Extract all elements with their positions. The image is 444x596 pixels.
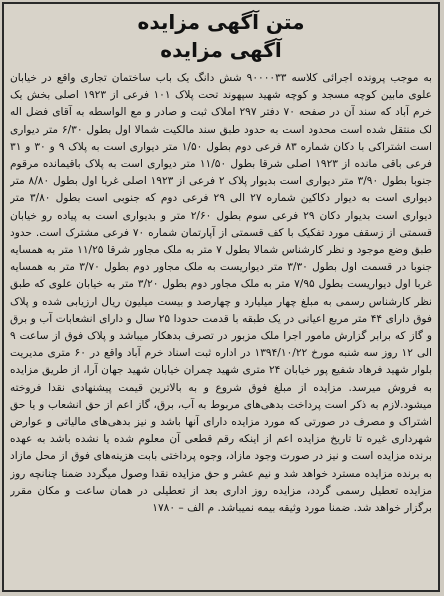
notice-title: متن آگهی مزایده: [137, 10, 305, 34]
notice-body: به موجب پرونده اجرائی کلاسه ۹۰۰۰۰۳۳ شش دانگ یک باب ساختمان تجاری واقع در خیابان علوی مابین کوچه مسجد و کوچه شهید سپهوند تحت پلاک ۱۰۱ فرعی از ۱۹۲۳ اصلی بخش یک خرم آباد که سند آن در صفحه ۷۰ دفتر ۲۹۷ املاک ثبت و صادر و مع الواسطه به آقای فضل اله لک منتقل شده است محدود است به حدود طبق سند مالکیت شمالا اول بطول ۶/۳۰ متر دیواری است اشتراکی با دکان شماره ۸۳ فرعی دوم بطول ۱/۵۰ متر دیواری است به پلاک ۹ و ۳۰ و ۳۱ فرعی باقی مانده از ۱۹۲۳ اصلی شرقا بطول ۱۱/۵۰ متر دیواری است به پلاک باقیمانده مرقوم جنوبا بطول ۳/۹۰ متر دیواری است بدیوار پلاک ۲ فرعی از ۱۹۲۳ اصلی غربا اول بطول ۸/۸۰ متر دیواری است به دیوار دکاکین شماره ۲۷ الی ۲۹ فرعی دوم که جنوبی است بطول ۳/۸۰ متر دیواری است بدیوار دکان ۲۹ فرعی سوم بطول ۲/۶۰ متر و بدیواری است به پیاده رو خیابان قسمتی از زسقف مورد تفکیک با کف قسمتی از آپارتمان شماره ۷۰ فرعی مشترک است. حدود طبق وضع موجود و نظر کارشناس شمالا بطول ۷ متر به ملک مجاور شرقا ۱۱/۲۵ متر به همسایه جنوبا در قسمت اول بطول ۳/۳۰ متر دیواریست به ملک مجاور دوم بطول ۳/۷۰ متر به همسایه غربا اول دیواریست بطول ۷/۹۵ متر به ملک مجاور دوم بطول ۳/۲۰ متر به خیابان علوی که طبق نظر کارشناس رسمی به مبلغ چهار میلیارد و چهارصد و بیست میلیون ریال ارزیابی شده و پلاک فوق دارای ۴۴ متر مربع اعیانی در یک طبقه با قدمت حدودا ۲۵ سال و دارای انشعابات آب و برق و گاز که برابر گزارش مامور اجرا ملک مزبور در تصرف بدهکار میباشد و پلاک فوق از ساعت ۹ الی ۱۲ روز سه شنبه مورخ ۱۳۹۴/۱۰/۲۲ در اداره ثبت اسناد خرم آباد واقع در ۶۰ متری مدیریت بلوار شهید فرهاد شفیع پور خیابان ۲۴ متری شهید چمران خیابان شهید جهان آرا، از طریق مزایده به فروش میرسد. مزایده از مبلغ فوق شروع و به بالاترین قیمت پیشنهادی نقدا فروخته میشود.لازم به ذکر است پرداخت بدهی‌های مربوط به آب، برق، گاز اعم از حق انشعاب و یا حق اشتراک و مصرف در صورتی که مورد مزایده دارای آنها باشد و نیز بدهی‌های مالیاتی و عوارض شهرداری غیره تا تاریخ مزایده اعم از اینکه رقم قطعی آن معلوم شده یا نشده باشد به عهده برنده مزایده است و نیز در صورت وجود مازاد، وجوه پرداختی بابت هزینه‌های فوق از محل مازاد به برنده مزایده مسترد خواهد شد و نیم عشر و حق مزایده نقدا وصول میگردد ضمنا چنانچه روز مزایده تعطیل رسمی گردد، مزایده روز اداری بعد از تعطیلی در همان ساعت و مکان مقرر برگزار خواهد شد. ضمنا مورد وثیقه بیمه نمیباشد. م الف – ۱۷۸۰: [10, 72, 432, 515]
notice-clipping: [2, 2, 440, 592]
notice-subtitle: آگهی مزایده: [160, 38, 282, 62]
